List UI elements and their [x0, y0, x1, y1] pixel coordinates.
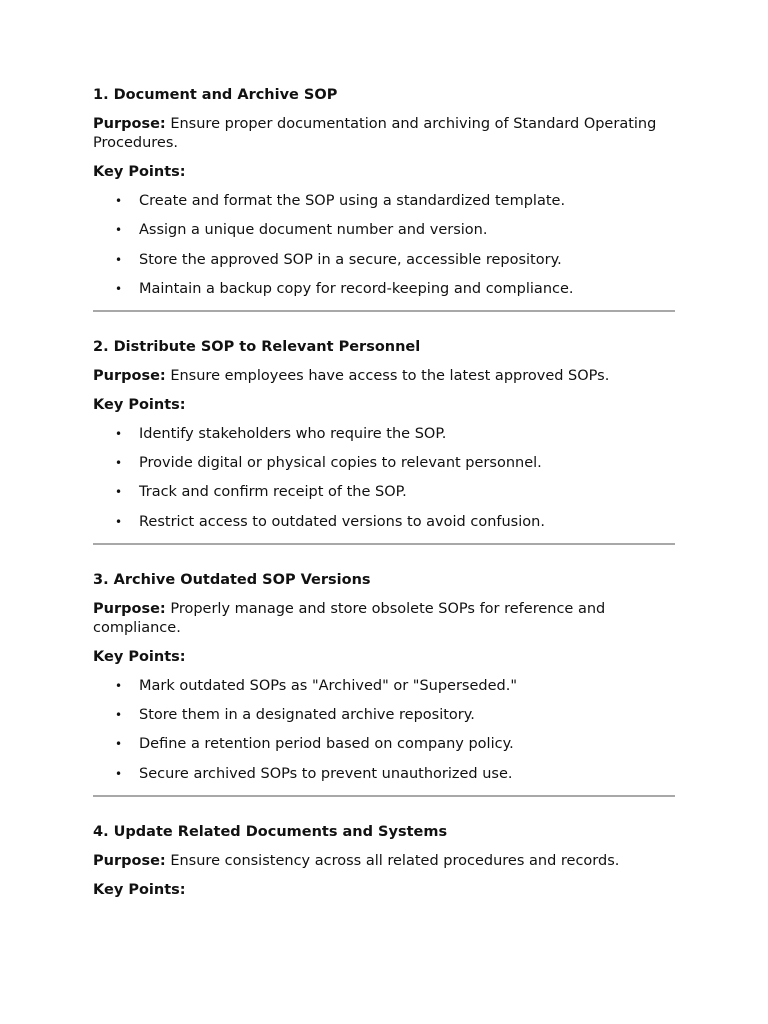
- section-divider: [93, 543, 675, 545]
- purpose-text: Ensure proper documentation and archiving of Standard Operating Procedures.: [93, 116, 657, 151]
- purpose-label: Purpose:: [93, 116, 166, 132]
- section-title: 1. Document and Archive SOP: [93, 87, 338, 103]
- list-item: [93, 251, 675, 270]
- purpose-paragraph: [93, 600, 675, 638]
- list-item-text: Secure archived SOPs to prevent unauthorized use.: [139, 765, 513, 782]
- key-points-label: Key Points:: [93, 396, 186, 413]
- list-item-text: Identify stakeholders who require the SOP.: [139, 425, 447, 442]
- list-item: [93, 513, 675, 532]
- list-item: [93, 221, 675, 240]
- bullet-icon: •: [115, 426, 123, 441]
- section-2: [93, 338, 675, 532]
- key-points-label: Key Points:: [93, 164, 186, 180]
- key-points-list: [93, 192, 675, 299]
- bullet-icon: •: [115, 485, 123, 500]
- list-item: [93, 735, 675, 754]
- list-item-text: Assign a unique document number and version.: [139, 222, 488, 239]
- list-item-text: Define a retention period based on company policy.: [139, 736, 514, 753]
- list-item: [93, 483, 675, 502]
- bullet-icon: •: [115, 514, 123, 529]
- purpose-text: Properly manage and store obsolete SOPs for reference and compliance.: [93, 600, 606, 636]
- purpose-text: Ensure consistency across all related procedures and records.: [170, 852, 620, 869]
- section-divider: [93, 795, 675, 797]
- list-item-text: Maintain a backup copy for record-keeping and compliance.: [139, 280, 574, 297]
- bullet-icon: •: [115, 252, 123, 267]
- list-item-text: Store them in a designated archive repository.: [139, 707, 475, 724]
- bullet-icon: •: [115, 737, 123, 752]
- key-points-list: [93, 677, 675, 784]
- list-item: [93, 192, 675, 211]
- bullet-icon: •: [115, 194, 123, 208]
- bullet-icon: •: [115, 766, 123, 781]
- key-points-label: Key Points:: [93, 881, 186, 898]
- list-item-text: Create and format the SOP using a standardized template.: [139, 193, 566, 209]
- key-points-list: [93, 425, 675, 532]
- section-3: [93, 571, 675, 784]
- purpose-label: Purpose:: [93, 852, 166, 869]
- list-item: [93, 765, 675, 784]
- bullet-icon: •: [115, 678, 123, 693]
- list-item-text: Restrict access to outdated versions to avoid confusion.: [139, 513, 545, 530]
- list-item-text: Mark outdated SOPs as "Archived" or "Superseded.": [139, 677, 518, 694]
- list-item-text: Provide digital or physical copies to relevant personnel.: [139, 455, 542, 472]
- bullet-icon: •: [115, 281, 123, 296]
- bullet-icon: •: [115, 456, 123, 471]
- list-item: [93, 280, 675, 299]
- purpose-label: Purpose:: [93, 367, 166, 384]
- section-title: 4. Update Related Documents and Systems: [93, 823, 448, 840]
- bullet-icon: •: [115, 708, 123, 723]
- list-item: [93, 425, 675, 444]
- document-page: [93, 86, 675, 900]
- purpose-paragraph: [93, 367, 675, 386]
- bullet-icon: •: [115, 223, 123, 238]
- purpose-paragraph: [93, 115, 675, 153]
- section-4: [93, 823, 675, 900]
- section-divider: [93, 310, 675, 312]
- purpose-text: Ensure employees have access to the latest approved SOPs.: [170, 367, 610, 384]
- purpose-label: Purpose:: [93, 600, 166, 617]
- section-title: 2. Distribute SOP to Relevant Personnel: [93, 338, 421, 355]
- list-item-text: Store the approved SOP in a secure, accessible repository.: [139, 251, 562, 268]
- list-item: [93, 706, 675, 725]
- purpose-paragraph: [93, 852, 675, 871]
- list-item: [93, 454, 675, 473]
- section-title: 3. Archive Outdated SOP Versions: [93, 571, 371, 588]
- list-item: [93, 677, 675, 696]
- section-1: [93, 86, 675, 299]
- list-item-text: Track and confirm receipt of the SOP.: [139, 484, 407, 501]
- key-points-label: Key Points:: [93, 648, 186, 665]
